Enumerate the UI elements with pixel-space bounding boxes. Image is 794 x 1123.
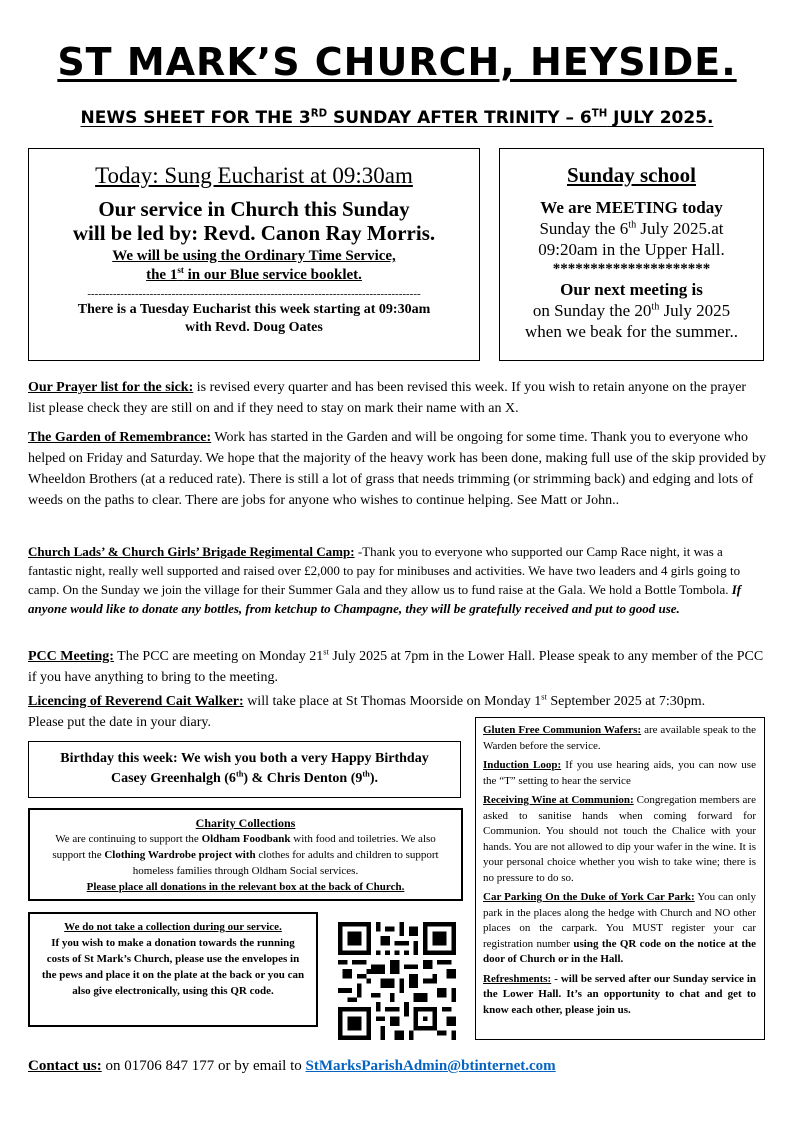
- text-part: on Sunday the 20: [532, 301, 652, 320]
- sunday-school-time: 09:20am in the Upper Hall.: [538, 240, 725, 259]
- prayer-list-notice: [28, 377, 766, 419]
- camp-title: Church Lads’ & Church Girls’ Brigade Regimental Camp:: [28, 544, 355, 559]
- text-part: with food and toiletries.: [290, 833, 399, 845]
- licencing-diary: Please put the date in your diary.: [28, 715, 211, 730]
- today-heading: Today: Sung Eucharist at 09:30am: [95, 163, 413, 188]
- text-part: ) & Chris Denton (9: [243, 771, 363, 786]
- camp-text: -Thank you to everyone who supported our Camp Race night, it was a fantastic night, really well supported and raised over £2,000 to pay for minibuses and activities. We have two leaders and 4 girls going to camp. On the Sunday we join the village for their Summer Gala and they allow us to fund raise at the Gala. We hold a Bottle Tombola.: [28, 544, 741, 597]
- sup: th: [651, 301, 660, 313]
- sunday-school-stars: *********************: [552, 261, 711, 277]
- sunday-school-heading: Sunday school: [567, 163, 696, 187]
- induction-loop-text: If you use hearing aids, you can now use the “T” setting to hear the service: [483, 759, 756, 787]
- refreshments-title: Refreshments:: [483, 972, 552, 985]
- contact-text: on 01706 847 177 or by email to: [101, 1058, 306, 1074]
- charity-box: [28, 808, 463, 901]
- collection-heading: We do not take a collection during our service.: [64, 921, 282, 933]
- camp-italic: If anyone would like to donate any bottles, from ketchup to Champagne, they will be gratefully received and put to good use.: [28, 582, 742, 616]
- refreshments-text: - will be served after our Sunday service in the Lower Hall. It’s an opportunity to chat and get to know each other, please join us.: [483, 972, 756, 1016]
- sup: th: [362, 769, 370, 779]
- led-by-line1: Our service in Church this Sunday: [98, 197, 410, 221]
- text-part: clothes for adults and children to support homeless families through Oldham Social services.: [132, 849, 439, 877]
- pcc-text: July 2025 at 7pm in the Lower Hall. Please speak to any member of the PCC if you have anything to bring to the meeting.: [28, 649, 764, 685]
- car-parking-title: Car Parking On the Duke of York Car Park:: [483, 891, 695, 903]
- service-booklet-line2: [29, 266, 479, 285]
- subtitle-sup: RD: [310, 108, 328, 120]
- text-part: in our Blue service booklet.: [183, 267, 362, 283]
- birthday-line2: [29, 769, 460, 789]
- contact-line: [28, 1056, 766, 1076]
- tuesday-line2: with Revd. Doug Oates: [185, 320, 323, 335]
- charity-heading: Charity Collections: [195, 816, 296, 830]
- pcc-title: PCC Meeting:: [28, 649, 114, 664]
- induction-loop-note: [483, 758, 756, 789]
- page-title: ST MARK’S CHURCH, HEYSIDE.: [57, 40, 737, 84]
- summer-break: when we beak for the summer..: [525, 322, 738, 341]
- text-part: the 1: [146, 267, 178, 283]
- sunday-school-meeting: We are MEETING today: [540, 198, 723, 217]
- page-subtitle: [0, 108, 794, 128]
- contact-email-link[interactable]: StMarksParishAdmin@btinternet.com: [305, 1058, 556, 1074]
- text-part: Clothing Wardrobe project with: [104, 849, 256, 861]
- sunday-school-date: [500, 218, 763, 239]
- pcc-text: The PCC are meeting on Monday 21: [113, 649, 324, 664]
- subtitle-part: JULY 2025.: [607, 108, 714, 128]
- pcc-notice: [28, 646, 766, 688]
- collection-box: [28, 912, 318, 1027]
- tuesday-line1: There is a Tuesday Eucharist this week starting at 09:30am: [77, 302, 431, 317]
- subtitle-sup: TH: [591, 108, 608, 120]
- text-part: July 2025: [659, 301, 731, 320]
- next-meeting-date: [500, 300, 763, 321]
- car-parking-note: [483, 890, 756, 968]
- sup: st: [541, 692, 547, 702]
- sup: st: [177, 265, 184, 275]
- text-part: July 2025.at: [636, 219, 724, 238]
- contact-label: Contact us:: [28, 1058, 102, 1074]
- sup: th: [235, 769, 244, 779]
- car-parking-bold: using the QR code on the notice at the door of Church or in the Hall.: [483, 937, 757, 965]
- sup: th: [628, 219, 637, 231]
- gluten-free-title: Gluten Free Communion Wafers:: [483, 724, 642, 736]
- text-part: Oldham Foodbank: [201, 833, 291, 845]
- today-service-box: [28, 148, 480, 361]
- subtitle-part: SUNDAY AFTER TRINITY – 6: [327, 108, 592, 128]
- camp-notice: [28, 542, 766, 618]
- birthday-line1: Birthday this week: We wish you both a very Happy Birthday: [60, 751, 429, 766]
- gluten-free-note: [483, 723, 756, 754]
- qr-code-image: [338, 922, 456, 1040]
- divider: -------------------------------------------------------------------------------------------: [87, 288, 421, 300]
- prayer-list-text: is revised every quarter and has been revised this week. If you wish to retain anyone on the prayer list please check they are still on and if they need to stay on mark their name with an X.: [28, 380, 747, 416]
- side-notes-box: [475, 717, 765, 1040]
- licencing-title: Licencing of Reverend Cait Walker:: [28, 694, 244, 709]
- text-part: Sunday the 6: [539, 219, 629, 238]
- led-by-line2: will be led by: Revd. Canon Ray Morris.: [72, 221, 436, 245]
- sup: st: [323, 647, 329, 657]
- next-meeting-heading: Our next meeting is: [560, 280, 703, 299]
- prayer-list-title: Our Prayer list for the sick:: [28, 380, 194, 395]
- charity-donations: Please place all donations in the relevant box at the back of Church.: [86, 881, 405, 893]
- gluten-free-text: are available speak to the Warden before the service.: [483, 724, 756, 752]
- garden-text: Work has started in the Garden and will be ongoing for some time. Thank you to everyone who helped on Friday and Saturday. We hope that the majority of the heavy work has been done, making full use of the skip provided by Wheeldon Brothers (at a reduced rate). There is still a lot of grass that needs trimming (or strimming back) and edging and lots of weeds on the paths to clear. There are jobs for anyone who wishes to continue helping. See Matt or John..: [28, 430, 766, 508]
- garden-title: The Garden of Remembrance:: [28, 430, 212, 445]
- wine-title: Receiving Wine at Communion:: [483, 794, 634, 806]
- wine-note: [483, 793, 756, 886]
- text-part: We also support the: [52, 833, 436, 861]
- induction-loop-title: Induction Loop:: [483, 759, 562, 771]
- sunday-school-box: [499, 148, 764, 361]
- garden-notice: [28, 427, 766, 511]
- wine-text: Congregation members are asked to sanitise hands when coming forward for Communion. You should not touch the Chalice with your hands. You are not allowed to dip your wafer in the wine. It is your personal choice whether you wish to take wine; there is no pressure to do so.: [483, 794, 756, 884]
- licencing-notice: [28, 691, 766, 712]
- subtitle-part: NEWS SHEET FOR THE 3: [80, 108, 311, 128]
- licencing-text: will take place at St Thomas Moorside on Monday 1: [243, 694, 542, 709]
- car-parking-text: You can only park in the places along the hedge with Church and NO other places on the carpark. You MUST register your car registration number: [483, 891, 756, 950]
- service-booklet-line1: We will be using the Ordinary Time Service,: [112, 248, 396, 264]
- charity-foodbank: [38, 831, 453, 879]
- text-part: Casey Greenhalgh (6: [110, 771, 236, 786]
- birthday-box: [28, 741, 461, 798]
- text-part: ).: [369, 771, 379, 786]
- collection-text: If you wish to make a donation towards the running costs of St Mark’s Church, please use the envelopes in the pews and place it on the plate at the back or you can also give electronically, using this QR code.: [41, 937, 305, 997]
- refreshments-note: [483, 972, 756, 1019]
- licencing-text: September 2025 at 7:30pm.: [546, 694, 706, 709]
- text-part: We are continuing to support the: [55, 833, 202, 845]
